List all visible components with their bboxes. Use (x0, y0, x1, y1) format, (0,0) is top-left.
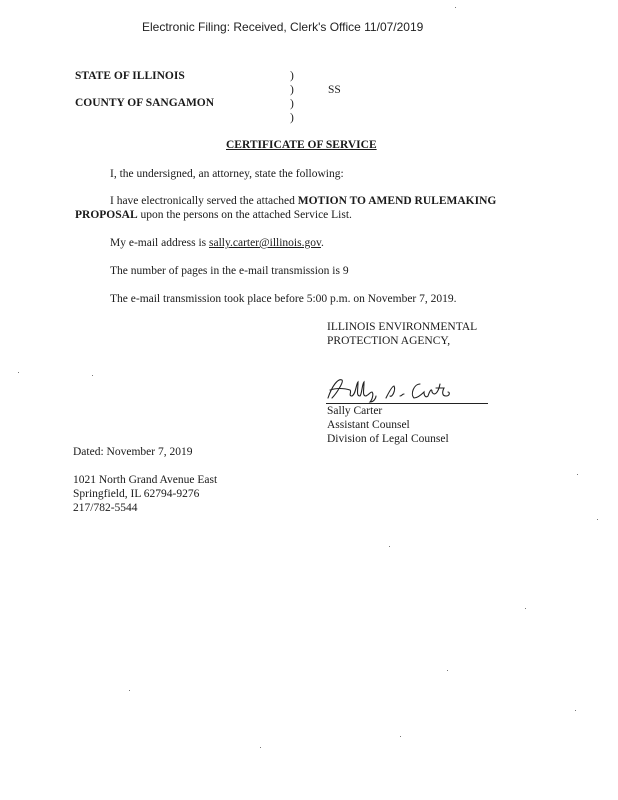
scan-speck (577, 474, 578, 475)
caption-paren: ) (290, 98, 294, 110)
body-text: . (320, 237, 324, 249)
body-text: upon the persons on the attached Service List. (137, 209, 352, 221)
agency-name: ILLINOIS ENVIRONMENTAL (327, 321, 478, 333)
document-title: CERTIFICATE OF SERVICE (226, 139, 377, 151)
caption-paren: ) (290, 70, 294, 82)
agency-name: PROTECTION AGENCY, (327, 335, 451, 347)
scan-speck (597, 519, 598, 520)
caption-paren: ) (290, 112, 294, 124)
body-paragraph-continued (75, 209, 352, 221)
body-text: My e-mail address is (110, 237, 210, 249)
handwritten-signature (322, 372, 452, 404)
signer-name: Sally Carter (327, 405, 383, 417)
scan-speck (400, 736, 401, 737)
phone-line: 217/782-5544 (73, 502, 138, 514)
signature-line (326, 403, 488, 404)
body-paragraph (110, 195, 496, 207)
body-paragraph: The e-mail transmission took place before 5:00 p.m. on November 7, 2019. (110, 293, 457, 305)
scan-speck (129, 690, 130, 691)
email-link[interactable]: sally.carter@illinois.gov (209, 237, 321, 249)
state-caption: STATE OF ILLINOIS (75, 70, 185, 82)
scan-speck (455, 7, 456, 8)
filing-stamp: Electronic Filing: Received, Clerk's Office 11/07/2019 (142, 20, 424, 34)
motion-title: PROPOSAL (75, 209, 138, 221)
date-line: Dated: November 7, 2019 (73, 446, 193, 458)
county-caption: COUNTY OF SANGAMON (75, 97, 215, 109)
scan-speck (525, 608, 526, 609)
caption-paren: ) (290, 84, 294, 96)
signer-title: Assistant Counsel (327, 419, 410, 431)
scan-speck (389, 546, 390, 547)
ss-label: SS (328, 84, 341, 96)
scan-speck (260, 747, 261, 748)
scan-speck (447, 670, 448, 671)
body-paragraph (110, 237, 324, 249)
body-paragraph: I, the undersigned, an attorney, state the following: (110, 168, 344, 180)
motion-title: MOTION TO AMEND RULEMAKING (297, 195, 497, 207)
scan-speck (92, 375, 93, 376)
address-line: 1021 North Grand Avenue East (73, 474, 218, 486)
body-text: I have electronically served the attached (110, 195, 298, 207)
address-line: Springfield, IL 62794-9276 (73, 488, 200, 500)
scan-speck (18, 372, 19, 373)
scan-speck (575, 710, 576, 711)
signer-division: Division of Legal Counsel (327, 433, 449, 445)
body-paragraph: The number of pages in the e-mail transmission is 9 (110, 265, 349, 277)
